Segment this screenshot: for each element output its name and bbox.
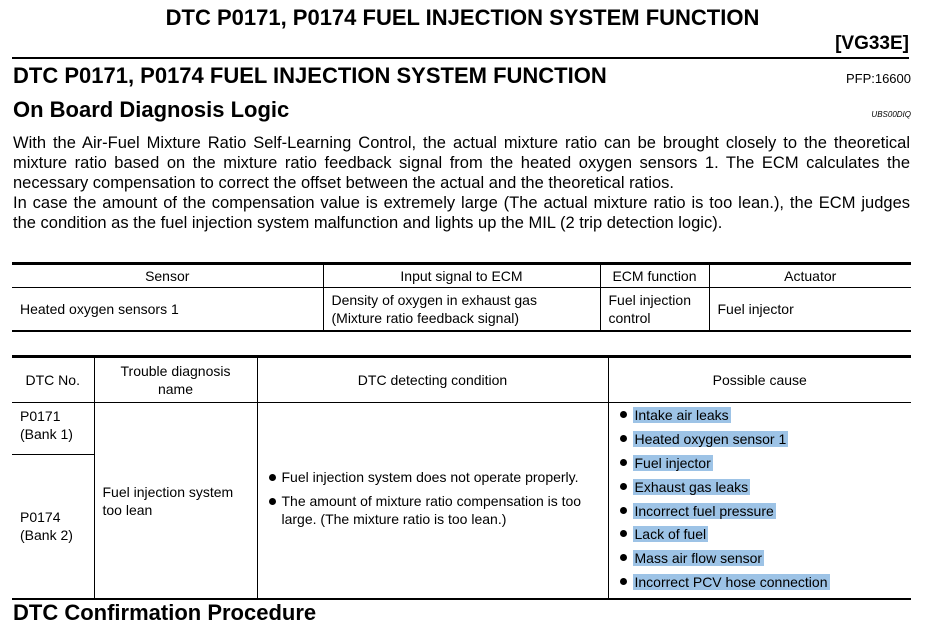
cause-item [617,572,904,596]
column-header: DTC detecting condition [257,357,608,403]
actuator-cell: Fuel injector [709,288,911,332]
column-header: ECM function [600,264,709,288]
cause-text: Fuel injector [634,454,711,471]
paragraph: With the Air-Fuel Mixture Ratio Self-Learning Control, the actual mixture ratio can be brought closely to the theoretical mixture ratio based on the mixture ratio feedback signal from the heated oxygen sensors 1. The ECM calculates the necessary compensation to correct the offset between the actual and the theoretical ratios. [13,134,910,192]
cell-line: Density of oxygen in exhaust gas [331,292,537,308]
cell-line: (Mixture ratio feedback signal) [331,310,520,326]
cause-item [617,501,904,525]
sensor-cell: Heated oxygen sensors 1 [12,288,323,332]
condition-item: Fuel injection system does not operate properly. [266,468,602,486]
pfp-code: PFP:16600 [845,71,911,86]
possible-cause-cell [608,403,911,600]
cause-text: Mass air flow sensor [634,550,763,567]
condition-list [266,468,602,528]
table-row [12,403,911,455]
description-text [13,133,910,233]
dtc-bank: (Bank 1) [20,426,73,442]
dtc-code-cell [12,454,94,599]
dtc-table [12,355,911,600]
table-row [12,288,911,332]
cause-item [617,429,904,453]
ecm-function-cell [600,288,709,332]
title-divider [12,57,909,59]
cause-list [617,405,904,596]
detecting-condition-cell [257,403,608,600]
subsection-title: On Board Diagnosis Logic [13,97,290,122]
condition-item: The amount of mixture ratio compensation is too large. (The mixture ratio is too lean.) [266,492,602,528]
table-header-row [12,357,911,403]
header-line: name [157,381,194,397]
cause-text: Lack of fuel [634,526,707,543]
column-header: Input signal to ECM [323,264,600,288]
cause-item [617,548,904,572]
cause-item [617,477,904,501]
cell-line: Fuel injection system [102,483,234,500]
reference-code: UBS00DIQ [871,110,911,119]
dtc-code-cell [12,403,94,455]
cause-text: Exhaust gas leaks [634,478,749,495]
cell-line: too lean [102,501,153,518]
cause-text: Incorrect PCV hose connection [634,574,828,591]
cause-item [617,405,904,429]
column-header: Actuator [709,264,911,288]
dtc-bank: (Bank 2) [20,527,73,544]
cause-text: Incorrect fuel pressure [634,502,774,519]
paragraph: In case the amount of the compensation value is extremely large (The actual mixture ratio is too lean.), the ECM judges the condition as the fuel injection system malfunction and lights up the MIL (2 trip detection logic). [13,194,910,232]
cause-text: Heated oxygen sensor 1 [634,430,787,447]
column-header: Possible cause [608,357,911,403]
table-header-row [12,264,911,288]
cause-item [617,453,904,477]
column-header: DTC No. [12,357,94,403]
dtc-code: P0171 [20,408,61,424]
column-header [94,357,257,403]
model-code: [VG33E] [835,33,909,54]
dtc-code: P0174 [20,509,61,526]
cell-line: Fuel injection [608,292,691,308]
sensor-table [12,262,911,332]
cause-text: Intake air leaks [634,407,729,423]
input-signal-cell [323,288,600,332]
page-title: DTC P0171, P0174 FUEL INJECTION SYSTEM FUNCTION [165,5,760,30]
header-line: Trouble diagnosis [120,363,231,379]
trouble-name-cell [94,403,257,600]
cause-item [617,524,904,548]
column-header: Sensor [12,264,323,288]
section-title: DTC P0171, P0174 FUEL INJECTION SYSTEM FUNCTION [13,63,607,88]
next-section-title: DTC Confirmation Procedure [13,600,317,625]
cell-line: control [608,310,651,326]
